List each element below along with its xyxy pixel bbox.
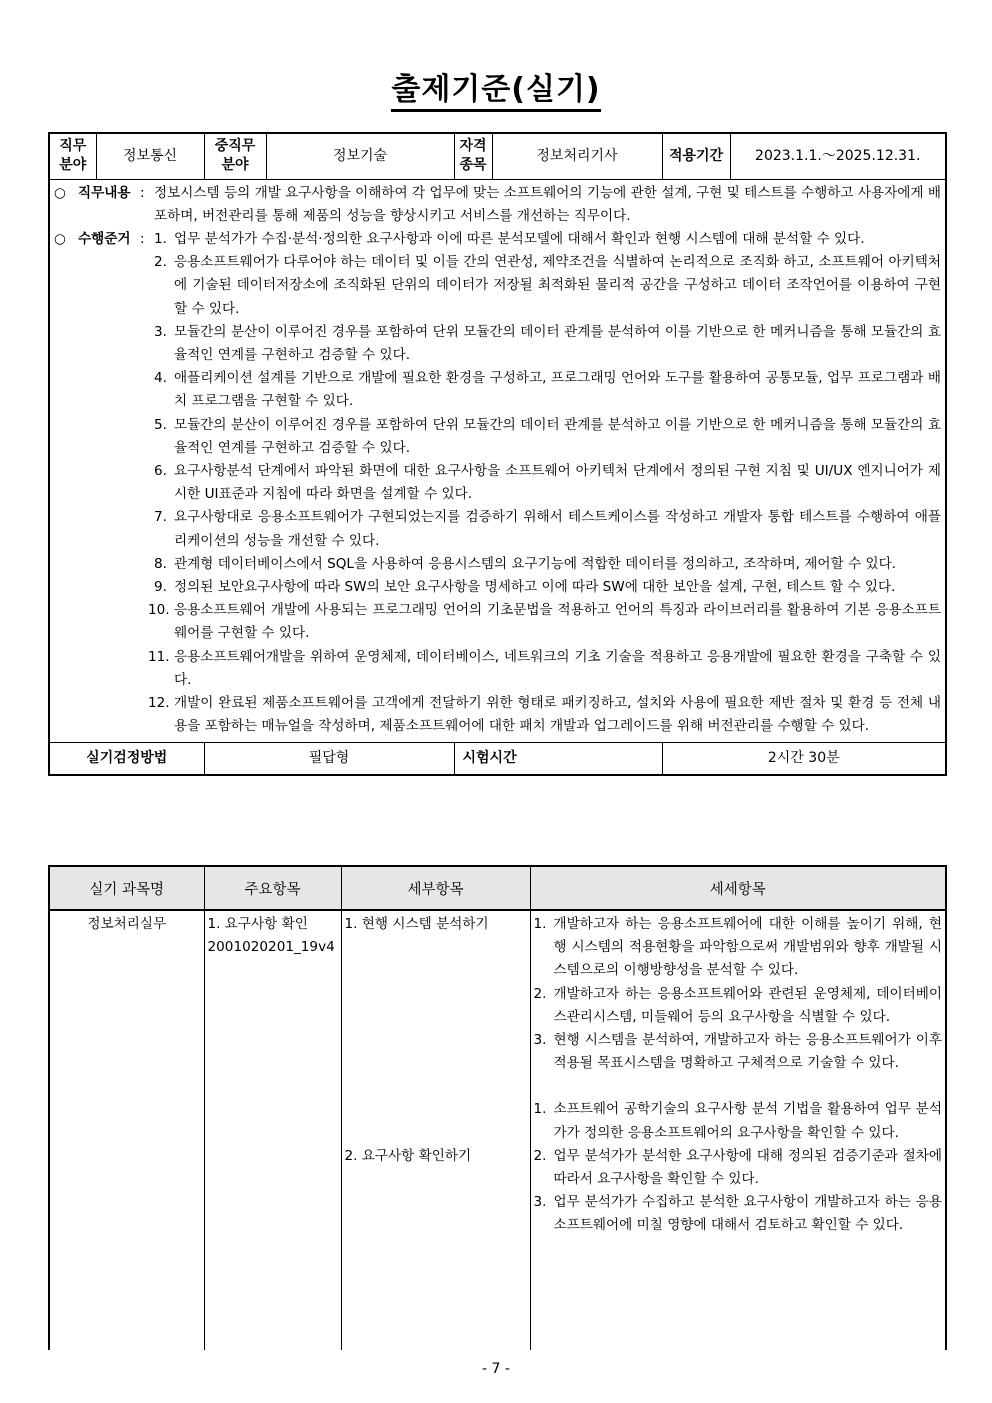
list-item: 10. 응용소프트웨어 개발에 사용되는 프로그래밍 언어의 기초문법을 적용하고 언어의 특징과 라이브러리를 활용하여 기본 응용소프트웨어를 구현할 수 있다. xyxy=(148,602,941,642)
cert-value: 정보처리기사 xyxy=(492,133,662,179)
performance-row-cont xyxy=(54,251,941,738)
header-detail-item: 세세항목 xyxy=(530,866,946,910)
header-subject: 실기 과목명 xyxy=(49,866,204,910)
sub-items-cell xyxy=(341,910,530,1350)
job-content-row xyxy=(54,182,941,228)
performance-row xyxy=(54,228,941,251)
colon: : xyxy=(140,230,145,247)
exam-criteria-table xyxy=(48,132,947,776)
header-sub-item: 세부항목 xyxy=(341,866,530,910)
detail-group xyxy=(534,913,943,1075)
list-item: 1. 소프트웨어 공학기술의 요구사항 분석 기법을 활용하여 업무 분석가가 정의한 응용소프트웨어의 요구사항을 확인할 수 있다. xyxy=(533,1101,942,1141)
exam-method-label: 실기검정방법 xyxy=(49,743,204,775)
list-item: 8. 관계형 데이터베이스에서 SQL을 사용하여 응용시스템의 요구기능에 적합한 데이터를 정의하고, 조작하며, 제어할 수 있다. xyxy=(154,555,897,572)
list-item: 2. 개발하고자 하는 응용소프트웨어와 관련된 운영체제, 데이터베이스관리시스템, 미들웨어 등의 요구사항을 식별할 수 있다. xyxy=(533,985,942,1025)
period-label: 적용기간 xyxy=(662,133,730,179)
list-item: 3. 업무 분석가가 수집하고 분석한 요구사항이 개발하고자 하는 응용소프트웨어에 미칠 영향에 대해서 검토하고 확인할 수 있다. xyxy=(533,1194,942,1234)
main-item: 1. 요구사항 확인 2001020201_19v4 xyxy=(204,910,341,1350)
exam-method-value: 필답형 xyxy=(204,743,454,775)
circle-bullet-icon: ○ xyxy=(54,230,66,247)
list-item: 4. 애플리케이션 설계를 기반으로 개발에 필요한 환경을 구성하고, 프로그래밍 언어와 도구를 활용하여 공통모듈, 업무 프로그램과 배치 프로그램을 구현할 수 있다. xyxy=(154,370,941,410)
page-number: - 7 - xyxy=(482,1361,510,1377)
page-title xyxy=(0,64,992,108)
list-item: 5. 모듈간의 분산이 이루어진 경우를 포함하여 단위 모듈간의 데이터 관계를 분석하고 이를 기반으로 한 메커니즘을 통해 모듈간의 효율적인 연계를 구현하고 검증할 수 있다. xyxy=(154,416,941,456)
list-item: 3. 모듈간의 분산이 이루어진 경우를 포함하여 단위 모듈간의 데이터 관계를 분석하여 이를 기반으로 한 메커니즘을 통해 모듈간의 효율적인 연계를 구현하고 검증할 수 있다. xyxy=(154,323,941,363)
header-main-item: 주요항목 xyxy=(204,866,341,910)
period-value: 2023.1.1.～2025.12.31. xyxy=(730,133,946,179)
list-item: 2. 업무 분석가가 분석한 요구사항에 대해 정의된 검증기준과 절차에 따라서 요구사항을 확인할 수 있다. xyxy=(533,1147,942,1188)
job-description-cell xyxy=(49,179,946,743)
subject-table xyxy=(48,865,947,1350)
field-label: 직무 분야 xyxy=(49,133,96,179)
performance-list-cont xyxy=(148,251,941,738)
cert-label: 자격 종목 xyxy=(454,133,492,179)
job-content-text: 정보시스템 등의 개발 요구사항을 이해하여 각 업무에 맞는 소프트웨어의 기능에 관한 설계, 구현 및 테스트를 수행하고 사용자에게 배포하며, 버전관리를 통해 제품의 성능을 향상시키고 서비스를 개선하는 직무이다. xyxy=(154,184,941,224)
exam-time-value: 2시간 30분 xyxy=(662,743,946,775)
list-item: 1. 개발하고자 하는 응용소프트웨어에 대한 이해를 높이기 위해, 현행 시스템의 적용현황을 파악함으로써 개발범위와 향후 개발될 시스템으로의 이행방향성을 분석할 수 있다. xyxy=(533,916,942,979)
colon: : xyxy=(140,184,145,201)
performance-label: 수행준거 xyxy=(78,230,131,247)
title-text: 출제기준(실기) xyxy=(391,72,600,112)
list-item: 3. 현행 시스템을 분석하여, 개발하고자 하는 응용소프트웨어가 이후 적용될 목표시스템을 명확하고 구체적으로 기술할 수 있다. xyxy=(533,1032,942,1072)
list-item: 1. 업무 분석가가 수집·분석·정의한 요구사항과 이에 따른 분석모델에 대해서 확인과 현행 시스템에 대해 분석할 수 있다. xyxy=(154,230,865,247)
job-content-label: 직무내용 xyxy=(78,184,131,201)
detail-group xyxy=(534,1098,943,1237)
list-item: 11. 응용소프트웨어개발을 위하여 운영체제, 데이터베이스, 네트워크의 기초 기술을 적용하고 응용개발에 필요한 환경을 구축할 수 있다. xyxy=(148,648,941,688)
list-item: 12. 개발이 완료된 제품소프트웨어를 고객에게 전달하기 위한 형태로 패키징하고, 설치와 사용에 필요한 제반 절차 및 환경 등 전체 내용을 포함하는 매뉴얼을 작성하며, 제품소프트웨어에 대한 패치 개발과 업그레이드를 위해 버전관리를 수행할 수 있다. xyxy=(148,694,941,735)
list-item: 7. 요구사항대로 응용소프트웨어가 구현되었는지를 검증하기 위해서 테스트케이스를 작성하고 개발자 통합 테스트를 수행하여 애플리케이션의 성능을 개선할 수 있다. xyxy=(154,509,941,549)
field-value: 정보통신 xyxy=(96,133,204,179)
list-item: 2. 응용소프트웨어가 다루어야 하는 데이터 및 이들 간의 연관성, 제약조건을 식별하여 논리적으로 조직화 하고, 소프트웨어 아키텍처에 기술된 데이터저장소에 조직화된 단위의 데이터가 저장될 최적화된 물리적 공간을 구성하고 데이터 조작언어를 이용하여 구현할 수 있다. xyxy=(154,254,941,317)
subject-name: 정보처리실무 xyxy=(49,910,204,1350)
exam-time-label: 시험시간 xyxy=(454,743,662,775)
sub-item: 1. 현행 시스템 분석하기 xyxy=(344,916,489,932)
list-item: 9. 정의된 보안요구사항에 따라 SW의 보안 요구사항을 명세하고 이에 따라 SW에 대한 보안을 설계, 구현, 테스트 할 수 있다. xyxy=(154,578,896,595)
performance-list xyxy=(154,228,941,251)
sub-item: 2. 요구사항 확인하기 xyxy=(344,1148,472,1164)
mid-field-label: 중직무 분야 xyxy=(204,133,266,179)
mid-field-value: 정보기술 xyxy=(266,133,454,179)
detail-items-cell xyxy=(530,910,946,1350)
list-item: 6. 요구사항분석 단계에서 파악된 화면에 대한 요구사항을 소프트웨어 아키텍처 단계에서 정의된 구현 지침 및 UI/UX 엔지니어가 제시한 UI표준과 지침에 따라 화면을 설계할 수 있다. xyxy=(154,462,941,503)
circle-bullet-icon: ○ xyxy=(54,184,66,201)
